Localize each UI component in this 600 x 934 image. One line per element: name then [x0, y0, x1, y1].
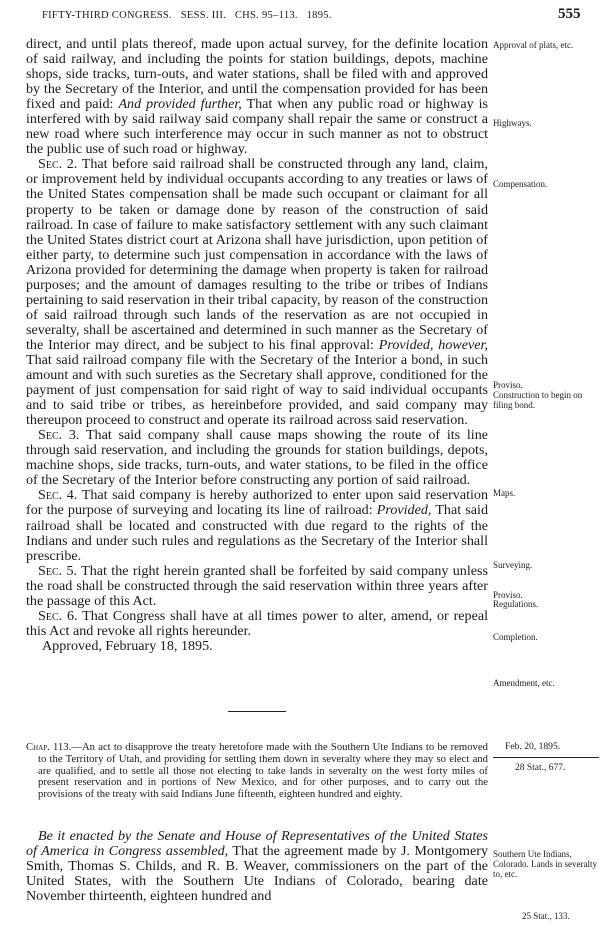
- margin-note-amendment: Amendment, etc.: [493, 678, 555, 688]
- margin-note-construction: Construction to begin on filing bond.: [493, 390, 583, 410]
- margin-note-proviso: Proviso.: [493, 380, 523, 390]
- enacting-body: That the agreement made by J. Montgomery Smith, Thomas S. Childs, and R. B. Weaver, commissioners on the part of the United States, with the Southern Ute Indians of Colorado, bearing date November thirteenth, eighteen hundred and: [26, 843, 488, 905]
- running-head-text: FIFTY-THIRD CONGRESS. SESS. III. CHS. 95–113. 1895.: [42, 10, 332, 21]
- page-number: 555: [558, 6, 581, 22]
- proviso-italic: Provided, however,: [378, 336, 489, 353]
- proviso-italic: And provided further,: [118, 96, 242, 113]
- section-3-label: Sec. 3.: [38, 427, 80, 444]
- margin-notes: [493, 40, 599, 740]
- margin-statute-ref: 25 Stat., 133.: [522, 911, 570, 921]
- chapter-statute-ref: 28 Stat., 677.: [515, 763, 566, 773]
- section-2: Sec. 2. That before said railroad shall be constructed through any land, claim, or improvement held by individual occupants according to any treaties or laws of the United States compensation shall be made such occupant or claimant for all property to be taken or damage done by reason of the construction of said railroad. In case of failure to make satisfactory settlement with any such claimant the United States district court at Arizona shall have jurisdiction, upon petition of either party, to determine such just compensation in accordance with the laws of Arizona provided for determining the damage when property is taken for railroad purposes; and the amount of damages resulting to the tribe or tribes of Indians pertaining to said reservation in their tribal capacity, by reason of the construction of said railroad through such lands of the reservation as are not occupied in severalty, shall be ascertained and determined in such manner as the Secretary of the Interior may direct, and be subject to his final approval: Provided, however, That said railroad company file with the Secretary of the Interior a bond, in such amount and with such sureties as the Secretary shall approve, conditioned for the payment of just compensation for said right of way to said individual occupants and to said tribe or tribes, as hereinbefore provided, and said company may thereupon proceed to construct and operate its railroad across said reservation.: [26, 156, 489, 429]
- margin-note-proviso-2: Proviso.: [493, 590, 523, 600]
- section-4: Sec. 4. That said company is hereby authorized to enter upon said reservation for the purpose of surveying and locating its line of railroad: Provided, That said railroad shall be located and constructed with due regard to the rights of the Indians and under such rules and regulations as the Secretary of the Interior shall prescribe.: [26, 487, 489, 564]
- chapter-label: Chap. 113.: [26, 741, 72, 753]
- running-header: [0, 0, 600, 26]
- section-5: Sec. 5. That the right herein granted shall be forfeited by said company unless the road shall be constructed through the said reservation within three years after the passage of this Act.: [26, 562, 488, 609]
- section-4-label: Sec. 4.: [38, 487, 78, 504]
- section-2-label: Sec. 2.: [38, 156, 78, 173]
- enacting-clause: Be it enacted by the Senate and House of Representatives of the United States of America in Congress assembled,: [26, 828, 488, 860]
- section-3: Sec. 3. That said company shall cause maps showing the route of its line through said reservation, and including the grounds for station buildings, depots, machine shops, side tracks, turn-outs, and water stations, to be filed in the office of the Secretary of the Interior before constructing any portion of said railroad.: [26, 427, 488, 489]
- section-divider: [228, 711, 286, 712]
- margin-note-surveying: Surveying.: [493, 560, 533, 570]
- main-text-column: [26, 37, 488, 654]
- margin-note-highways: Highways.: [493, 118, 532, 128]
- margin-note-plats: Approval of plats, etc.: [493, 40, 574, 50]
- proviso-italic: Provided,: [376, 502, 432, 519]
- enacting-text: [26, 829, 488, 904]
- margin-note-completion: Completion.: [493, 632, 538, 642]
- section-6-label: Sec. 6.: [38, 607, 78, 624]
- chapter-date: Feb. 20, 1895.: [505, 741, 561, 752]
- margin-divider: [493, 757, 599, 758]
- margin-note-compensation: Compensation.: [493, 179, 548, 189]
- paragraph-plats: direct, and until plats thereof, made upon actual survey, for the definite location of said railway, and including the points for station buildings, depots, machine shops, side tracks, turn-outs, and water stations, shall be filed with and approved by the Secretary of the Interior, and until the compensation provided for has been fixed and paid: And provided further, That when any public road or highway is interfered with by said railway said company shall repair the same or construct a new road where such interference may occur in such manner as not to obstruct the public use of such road or highway.: [26, 36, 488, 158]
- margin-note-maps: Maps.: [493, 488, 516, 498]
- margin-note-regulations: Regulations.: [493, 599, 539, 609]
- margin-note-southern-ute: Southern Ute Indians, Colorado. Lands in severalty to, etc.: [493, 849, 597, 879]
- section-6: Sec. 6. That Congress shall have at all times power to alter, amend, or repeal this Act and revoke all rights hereunder.: [26, 607, 489, 639]
- chapter-title: —An act to disapprove the treaty heretofore made with the Southern Ute Indians to be removed to the Territory of Utah, and providing for settling them down in severalty where they may so elect and are qualified, and to settle all those not electing to take lands in severalty on the west forty miles of present reservation and in portions of New Mexico, and for other purposes, and to carry out the provisions of the treaty with said Indians June fifteenth, eighteen hundred and eighty.: [38, 741, 488, 801]
- section-5-label: Sec. 5.: [38, 562, 78, 579]
- chapter-heading: [26, 742, 488, 801]
- approved-line: Approved, February 18, 1895.: [42, 637, 213, 654]
